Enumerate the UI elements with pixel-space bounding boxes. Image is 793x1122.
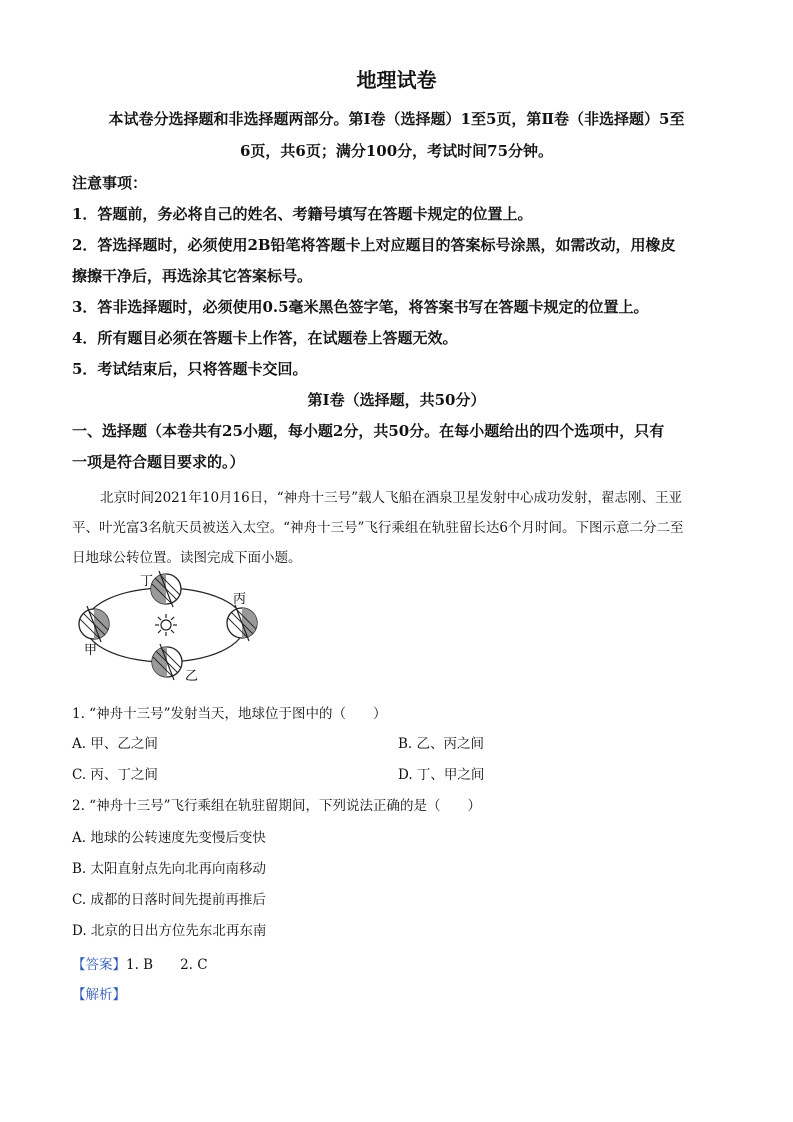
intro-line-2: 6页，共6页；满分100分，考试时间75分钟。 [239, 142, 554, 160]
section-desc-1: 一、选择题（本卷共有25小题，每小题2分，共50分。在每小题给出的四个选项中，只有 [72, 422, 665, 440]
section-title: 第Ⅰ卷（选择题，共50分） [307, 391, 486, 409]
section-desc-2: 一项是符合题目要求的。） [72, 453, 245, 471]
answer-label: 【答案】 [72, 957, 126, 973]
orbit-diagram [70, 568, 270, 683]
label-bing: 丙 [233, 592, 247, 607]
note-4: 4．所有题目必须在答题卡上作答，在试题卷上答题无效。 [72, 329, 458, 347]
q2-option-d: D. 北京的日出方位先东北再东南 [72, 923, 267, 939]
q2-stem: 2. “神舟十三号”飞行乘组在轨驻留期间，下列说法正确的是（ ） [72, 798, 481, 814]
earth-bing-icon [227, 605, 257, 641]
q2-option-b: B. 太阳直射点先向北再向南移动 [72, 861, 267, 877]
earth-yi-icon [152, 644, 182, 680]
q1-option-c: C. 丙、丁之间 [72, 767, 158, 783]
note-5: 5．考试结束后，只将答题卡交回。 [72, 360, 308, 378]
label-ding: 丁 [140, 574, 154, 589]
analysis-label: 【解析】 [72, 987, 126, 1003]
earth-ding-icon [151, 571, 181, 607]
passage-line-2: 平、叶光富3名航天员被送入太空。“神舟十三号”飞行乘组在轨驻留长达6个月时间。下图示意二分二至 [72, 520, 684, 536]
note-3: 3．答非选择题时，必须使用0.5毫米黑色签字笔，将答案书写在答题卡规定的位置上。 [72, 298, 649, 316]
sun-icon [155, 614, 177, 636]
note-2-cont: 擦擦干净后，再选涂其它答案标号。 [72, 267, 313, 285]
q1-stem: 1. “神舟十三号”发射当天，地球位于图中的（ ） [72, 706, 387, 722]
passage-line-1: 北京时间2021年10月16日，“神舟十三号”载人飞船在酒泉卫星发射中心成功发射，翟志刚、王亚 [100, 490, 683, 506]
q1-option-b: B. 乙、丙之间 [398, 736, 485, 752]
answer-text: 1. B 2. C [126, 957, 208, 973]
intro-line-1: 本试卷分选择题和非选择题两部分。第Ⅰ卷（选择题）1至5页，第Ⅱ卷（非选择题）5至 [108, 110, 685, 128]
label-yi: 乙 [185, 669, 199, 683]
q2-option-a: A. 地球的公转速度先变慢后变快 [72, 830, 266, 846]
note-1: 1．答题前，务必将自己的姓名、考籍号填写在答题卡规定的位置上。 [72, 205, 533, 223]
earth-jia-icon [79, 606, 109, 642]
label-jia: 甲 [84, 643, 98, 658]
passage-line-3: 日地球公转位置。读图完成下面小题。 [72, 550, 302, 566]
q2-option-c: C. 成都的日落时间先提前再推后 [72, 892, 266, 908]
answer-row [72, 953, 208, 973]
notes-title: 注意事项： [72, 174, 148, 192]
note-2: 2．答选择题时，必须使用2B铅笔将答题卡上对应题目的答案标号涂黑，如需改动，用橡皮 [72, 236, 676, 254]
page-title: 地理试卷 [356, 68, 437, 92]
q1-option-a: A. 甲、乙之间 [72, 736, 158, 752]
q1-option-d: D. 丁、甲之间 [398, 767, 485, 783]
